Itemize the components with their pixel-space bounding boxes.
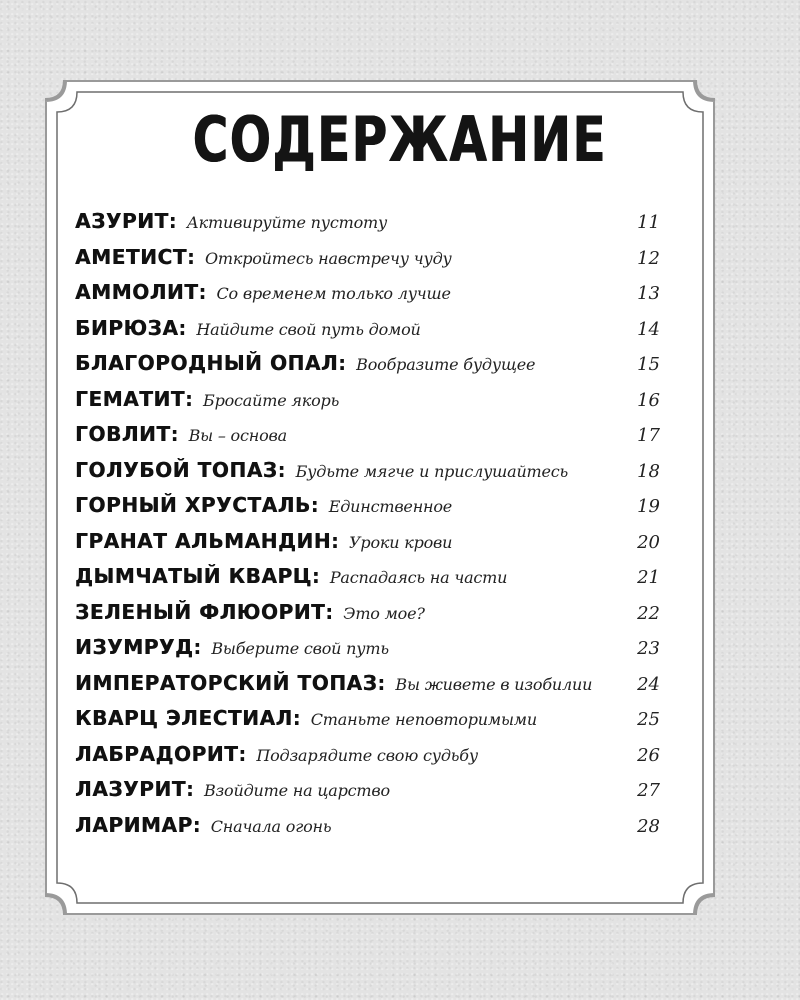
page-number: 22 (637, 602, 660, 624)
chapter-subtitle: Вы – основа (188, 426, 287, 445)
page-number: 25 (637, 709, 660, 730)
page-number: 23 (637, 638, 660, 659)
chapter-subtitle: Сначала огонь (210, 816, 332, 836)
chapter-subtitle: Со временем только лучше (216, 284, 451, 303)
chapter-subtitle: Единственное (328, 497, 453, 516)
stone-name: ЛАРИМАР (75, 812, 193, 837)
separator-colon: : (238, 741, 247, 766)
separator-colon: : (185, 777, 194, 801)
stone-name: ГОВЛИТ (75, 422, 171, 446)
toc-entry (75, 387, 660, 423)
stone-name: АЗУРИТ (75, 209, 169, 233)
page-number: 15 (637, 354, 660, 375)
toc-entry (75, 671, 660, 707)
separator-colon: : (311, 564, 320, 588)
page-number: 19 (637, 496, 660, 517)
stone-name: ЛАЗУРИТ (75, 777, 186, 801)
toc-entry (75, 564, 660, 600)
stone-name: ГЕМАТИТ (75, 386, 186, 411)
page-number: 14 (637, 318, 660, 340)
chapter-subtitle: Активируйте пустоту (186, 213, 388, 232)
toc-entry (75, 316, 660, 352)
chapter-subtitle: Это мое? (343, 603, 425, 623)
toc-entry (75, 493, 660, 529)
page-number: 18 (637, 460, 660, 482)
separator-colon: : (192, 812, 201, 837)
stone-name: АМЕТИСТ (75, 244, 187, 269)
separator-colon: : (198, 280, 207, 304)
stone-name: ГОЛУБОЙ ТОПАЗ (75, 457, 278, 482)
page-number: 12 (637, 247, 660, 269)
stone-name: АММОЛИТ (75, 280, 199, 304)
stone-name: ИМПЕРАТОРСКИЙ ТОПАЗ (75, 670, 378, 695)
separator-colon: : (338, 351, 347, 375)
chapter-subtitle: Будьте мягче и прислушайтесь (295, 461, 569, 481)
page-title: СОДЕРЖАНИЕ (192, 103, 608, 176)
separator-colon: : (325, 599, 334, 624)
separator-colon: : (292, 706, 301, 730)
stone-name: ГОРНЫЙ ХРУСТАЛЬ (75, 493, 311, 517)
stone-name: ГРАНАТ АЛЬМАНДИН (75, 528, 332, 553)
toc-entry (75, 600, 660, 636)
toc-entry (75, 635, 660, 671)
separator-colon: : (186, 244, 195, 269)
toc-entry (75, 245, 660, 281)
chapter-subtitle: Взойдите на царство (203, 781, 390, 800)
separator-colon: : (193, 635, 202, 659)
toc-entry (75, 209, 660, 245)
separator-colon: : (168, 209, 177, 233)
toc-entry (75, 777, 660, 813)
toc-entry (75, 706, 660, 742)
page-number: 27 (637, 780, 660, 801)
chapter-subtitle: Вообразите будущее (356, 355, 536, 374)
chapter-subtitle: Распадаясь на части (329, 568, 508, 587)
table-of-contents (75, 209, 660, 848)
stone-name: КВАРЦ ЭЛЕСТИАЛ (75, 706, 293, 730)
toc-entry (75, 422, 660, 458)
page-number: 13 (637, 283, 660, 304)
separator-colon: : (178, 315, 187, 340)
chapter-subtitle: Вы живете в изобилии (395, 674, 593, 694)
page-number: 16 (637, 389, 660, 411)
page-number: 24 (637, 673, 660, 695)
toc-entry (75, 458, 660, 494)
toc-entry (75, 813, 660, 849)
stone-name: БИРЮЗА (75, 315, 179, 340)
stone-name: ЗЕЛЕНЫЙ ФЛЮОРИТ (75, 599, 326, 624)
separator-colon: : (377, 670, 386, 695)
chapter-subtitle: Откройтесь навстречу чуду (204, 248, 452, 268)
chapter-subtitle: Бросайте якорь (203, 390, 340, 410)
page-number: 17 (637, 425, 660, 446)
separator-colon: : (277, 457, 286, 482)
page-number: 20 (637, 531, 660, 553)
chapter-subtitle: Уроки крови (349, 532, 453, 552)
chapter-subtitle: Подзарядите свою судьбу (256, 745, 478, 765)
separator-colon: : (185, 386, 194, 411)
page-number: 26 (637, 744, 660, 766)
stone-name: ДЫМЧАТЫЙ КВАРЦ (75, 564, 312, 588)
page-number: 11 (637, 212, 660, 233)
chapter-subtitle: Станьте неповторимыми (310, 710, 537, 729)
separator-colon: : (170, 422, 179, 446)
chapter-subtitle: Найдите свой путь домой (196, 319, 421, 339)
chapter-subtitle: Выберите свой путь (211, 639, 389, 658)
separator-colon: : (310, 493, 319, 517)
separator-colon: : (331, 528, 340, 553)
page-number: 28 (637, 815, 660, 837)
toc-entry (75, 351, 660, 387)
toc-entry (75, 742, 660, 778)
toc-entry (75, 529, 660, 565)
stone-name: БЛАГОРОДНЫЙ ОПАЛ (75, 351, 339, 375)
page-number: 21 (637, 567, 660, 588)
toc-entry (75, 280, 660, 316)
stone-name: ЛАБРАДОРИТ (75, 741, 239, 766)
stone-name: ИЗУМРУД (75, 635, 194, 659)
